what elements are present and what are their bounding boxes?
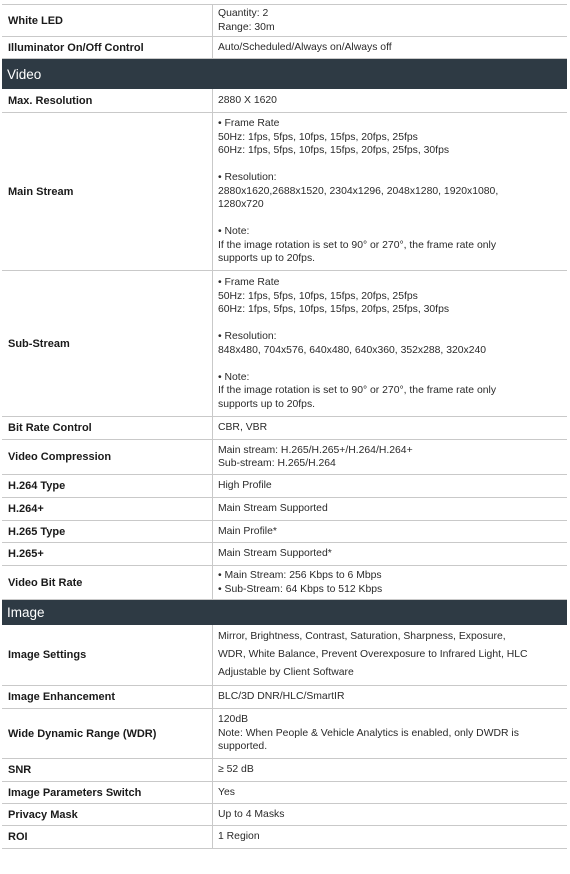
spec-row-wdr <box>2 709 567 759</box>
value-line: supports up to 20fps. <box>218 253 316 265</box>
spec-label: H.264+ <box>2 498 213 520</box>
spec-value: ≥ 52 dB <box>218 764 254 776</box>
value-line: Main stream: H.265/H.265+/H.264/H.264+ <box>218 444 413 456</box>
spec-value: Main Profile* <box>218 525 277 537</box>
spec-row-h264-type <box>2 475 567 498</box>
spec-label: Wide Dynamic Range (WDR) <box>2 709 213 758</box>
spec-value <box>213 566 567 599</box>
spec-table <box>2 4 567 849</box>
spec-label: Sub-Stream <box>2 271 213 416</box>
value-line: • Sub-Stream: 64 Kbps to 512 Kbps <box>218 583 383 595</box>
spec-label: Max. Resolution <box>2 89 213 112</box>
spec-row-h264-plus <box>2 498 567 521</box>
value-line: • Note: <box>218 371 250 383</box>
spec-row-image-enhancement <box>2 686 567 709</box>
value-line: Note: When People & Vehicle Analytics is enabled, only DWDR is <box>218 727 519 739</box>
spec-value: 1 Region <box>218 831 260 843</box>
value-line: 60Hz: 1fps, 5fps, 10fps, 15fps, 20fps, 25fps, 30fps <box>218 145 450 157</box>
spec-value: 2880 X 1620 <box>218 94 277 106</box>
spec-value <box>213 440 567 474</box>
section-header-video: Video <box>2 59 567 89</box>
value-line: 848x480, 704x576, 640x480, 640x360, 352x288, 320x240 <box>218 344 487 356</box>
spec-label: White LED <box>2 5 213 36</box>
spec-value: Auto/Scheduled/Always on/Always off <box>218 41 392 53</box>
spec-value <box>213 709 567 758</box>
spec-row-main-stream <box>2 113 567 271</box>
spec-label: Bit Rate Control <box>2 417 213 439</box>
spec-label: H.265 Type <box>2 521 213 542</box>
value-line: 60Hz: 1fps, 5fps, 10fps, 15fps, 20fps, 25fps, 30fps <box>218 304 450 315</box>
value-line: If the image rotation is set to 90° or 270°, the frame rate only <box>218 239 497 251</box>
spec-value <box>213 5 567 36</box>
spec-value: High Profile <box>218 480 272 492</box>
spec-value <box>213 271 567 416</box>
spec-value: CBR, VBR <box>218 422 268 434</box>
line-gap <box>218 158 567 172</box>
spec-row-sub-stream <box>2 271 567 417</box>
spec-row-max-resolution <box>2 89 567 113</box>
value-line: supported. <box>218 741 268 753</box>
spec-label: Image Enhancement <box>2 686 213 708</box>
spec-value: Main Stream Supported <box>218 503 328 515</box>
value-line: WDR, White Balance, Prevent Overexposure to Infrared Light, HLC <box>218 649 528 660</box>
spec-label: Illuminator On/Off Control <box>2 37 213 58</box>
value-line: supports up to 20fps. <box>218 398 316 410</box>
value-line: • Frame Rate <box>218 118 280 130</box>
spec-row-illuminator <box>2 37 567 59</box>
spec-row-h265-plus <box>2 543 567 566</box>
spec-row-video-compression <box>2 440 567 475</box>
spec-label: Privacy Mask <box>2 804 213 825</box>
value-line: 50Hz: 1fps, 5fps, 10fps, 15fps, 20fps, 25fps <box>218 290 418 302</box>
spec-row-video-bit-rate <box>2 566 567 600</box>
spec-value: Main Stream Supported* <box>218 548 332 560</box>
section-header-image: Image <box>2 600 567 625</box>
value-line: • Note: <box>218 226 250 238</box>
spec-label: Video Bit Rate <box>2 566 213 599</box>
spec-value: BLC/3D DNR/HLC/SmartIR <box>218 691 345 703</box>
spec-row-roi <box>2 826 567 849</box>
value-line: Adjustable by Client Software <box>218 667 354 678</box>
value-line: 120dB <box>218 714 249 726</box>
spec-value: Yes <box>218 786 235 798</box>
value-line: 50Hz: 1fps, 5fps, 10fps, 15fps, 20fps, 25fps <box>218 131 418 143</box>
spec-row-h265-type <box>2 521 567 543</box>
value-line: • Main Stream: 256 Kbps to 6 Mbps <box>218 570 382 581</box>
spec-label: Image Parameters Switch <box>2 782 213 803</box>
value-line: 2880x1620,2688x1520, 2304x1296, 2048x1280, 1920x1080, <box>218 185 499 197</box>
value-line: Mirror, Brightness, Contrast, Saturation, Sharpness, Exposure, <box>218 631 506 642</box>
spec-label: H.265+ <box>2 543 213 565</box>
spec-label: H.264 Type <box>2 475 213 497</box>
spec-row-bit-rate-control <box>2 417 567 440</box>
spec-row-privacy-mask <box>2 804 567 826</box>
line-gap <box>218 317 567 331</box>
spec-value: Up to 4 Masks <box>218 808 285 820</box>
spec-label: Main Stream <box>2 113 213 270</box>
value-line: Sub-stream: H.265/H.264 <box>218 458 336 469</box>
value-line: Range: 30m <box>218 21 275 33</box>
line-gap <box>218 357 567 371</box>
spec-label: Video Compression <box>2 440 213 474</box>
value-line: Quantity: 2 <box>218 8 269 19</box>
line-gap <box>218 212 567 226</box>
value-line: If the image rotation is set to 90° or 270°, the frame rate only <box>218 385 497 396</box>
spec-label: ROI <box>2 826 213 848</box>
spec-row-image-parameters-switch <box>2 782 567 804</box>
spec-label: Image Settings <box>2 625 213 685</box>
value-line: • Frame Rate <box>218 277 280 288</box>
spec-row-image-settings <box>2 625 567 686</box>
spec-value <box>213 625 567 685</box>
value-line: • Resolution: <box>218 172 277 184</box>
spec-row-snr <box>2 759 567 782</box>
spec-value <box>213 113 567 270</box>
spec-row-white-led <box>2 4 567 37</box>
value-line: • Resolution: <box>218 331 277 342</box>
value-line: 1280x720 <box>218 199 264 211</box>
spec-label: SNR <box>2 759 213 781</box>
